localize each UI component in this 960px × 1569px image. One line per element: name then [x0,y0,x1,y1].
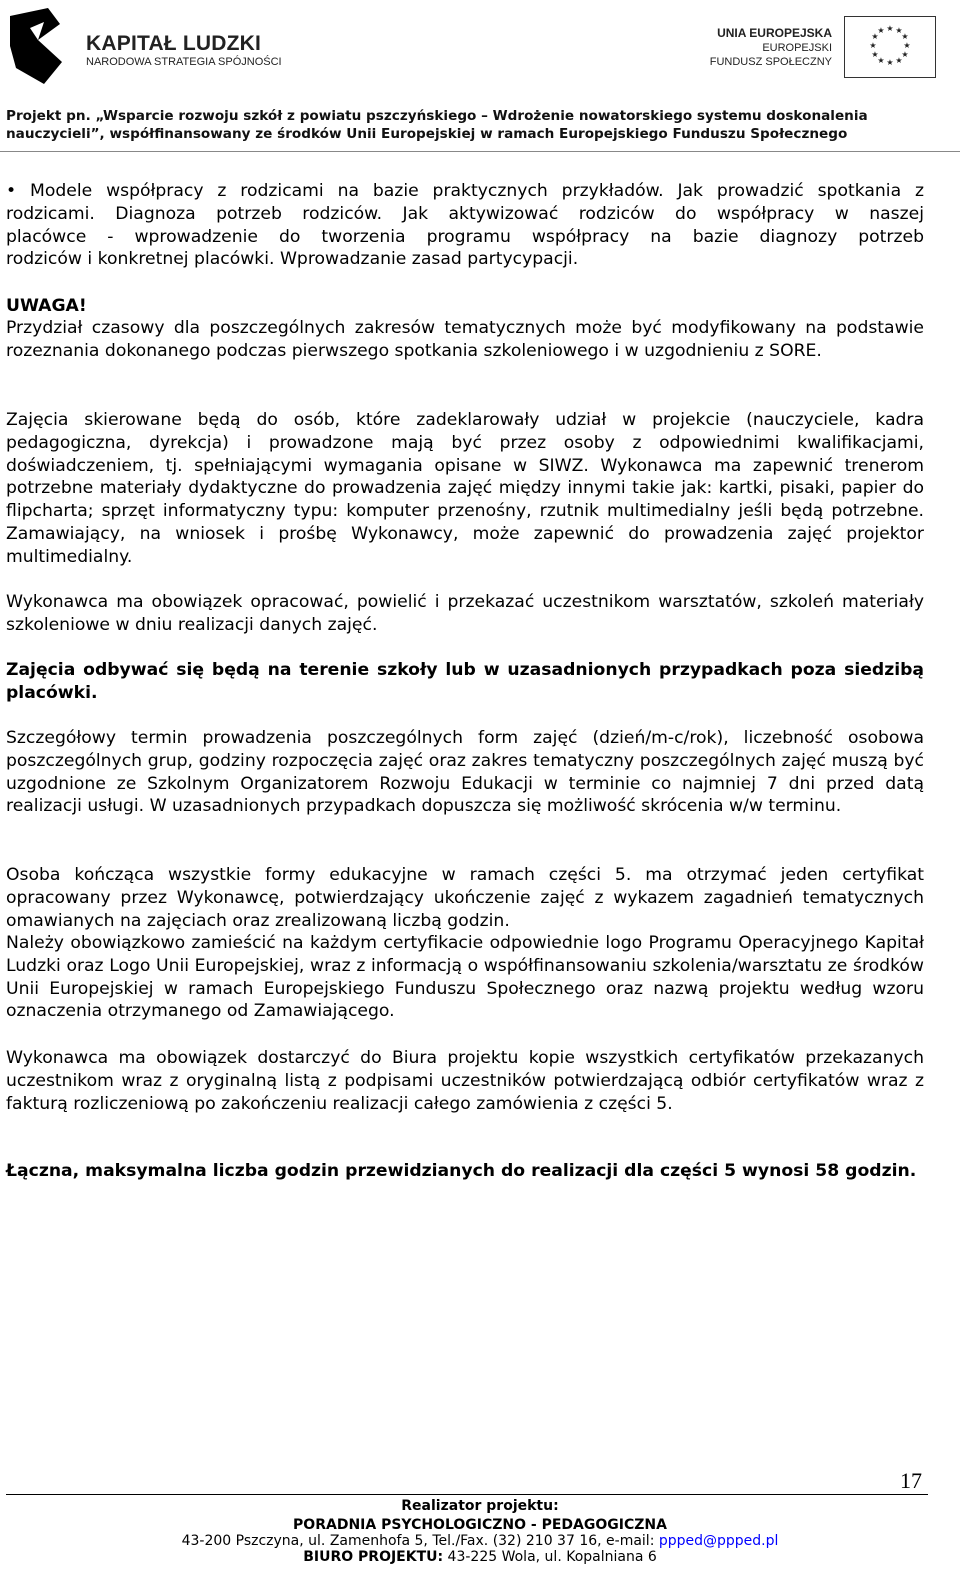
footer-biuro-label: BIURO PROJEKTU: [303,1549,444,1565]
bullet-text-line3: placówce - wprowadzenie do tworzenia programu współpracy na bazie diagnozy potrzeb [6,226,924,247]
paragraph-total-hours: Łączna, maksymalna liczba godzin przewidzianych do realizacji dla części 5 wynosi 58 godzin. [6,1161,917,1181]
svg-text:★: ★ [871,32,879,41]
page-number: 17 [900,1468,922,1493]
footer-address-text: 43-200 Pszczyna, ul. Zamenhofa 5, Tel./Fax. (32) 210 37 16, e-mail: [181,1533,659,1549]
project-title-line1: Projekt pn. „Wsparcie rozwoju szkół z powiatu pszczyńskiego – Wdrożenie nowatorskiego systemu doskonalenia [6,108,868,124]
paragraph-participants: Zajęcia skierowane będą do osób, które zadeklarowały udział w projekcie (nauczyciele, kadra pedagogiczna, dyrekcja) i prowadzone mają być przez osoby z odpowiednimi kwalifikacjami, doświadczeniem, tj. spełniającymi wymagania opisane w SIWZ. Wykonawca ma zapewnić trenerom potrzebne materiały dydaktyczne do prowadzenia zajęć między innymi takie jak: kartki, pisaki, papier do flipcharta; sprzęt informatyczny typu: komputer przenośny, rzutnik multimedialny jeśli będą potrzebne. Zamawiający, na wniosek i prośbę Wykonawcy, może zapewnić do prowadzenia zajęć projektor multimedialny. [6,410,924,567]
svg-text:★: ★ [877,26,885,35]
svg-text:★: ★ [871,50,879,59]
header-divider [0,151,960,152]
paragraph-materials: Wykonawca ma obowiązek opracować, powielić i przekazać uczestnikom warsztatów, szkoleń materiały szkoleniowe w dniu realizacji danych zajęć. [6,592,924,635]
footer-realizator-name: PORADNIA PSYCHOLOGICZNO - PEDAGOGICZNA [293,1517,667,1533]
uwaga-heading: UWAGA! [6,296,87,316]
svg-text:★: ★ [886,58,894,67]
ue-fund-line1: EUROPEJSKI [762,42,832,54]
paragraph-logo-requirements: Należy obowiązkowo zamieścić na każdym certyfikacie odpowiednie logo Programu Operacyjnego Kapitał Ludzki oraz Logo Unii Europejskiej, wraz z informacją o współfinansowaniu szkolenia/warsztatu ze środków Unii Europejskiej w ramach Europejskiego Funduszu Społecznego oraz nazwą projektu według wzoru oznaczenia otrzymanego od Zamawiającego. [6,933,924,1022]
footer-biuro [0,1548,960,1567]
paragraph-schedule: Szczegółowy termin prowadzenia poszczególnych form zajęć (dzień/m-c/rok), liczebność osobowa poszczególnych grup, godziny rozpoczęcia zajęć oraz zakres tematyczny poszczególnych zajęć muszą być uzgodnione ze Szkolnym Organizatorem Rozwoju Edukacji w terminie co najmniej 7 dni przed datą realizacji usługi. W uzasadnionych przypadkach dopuszcza się możliwość skrócenia w/w terminu. [6,728,924,817]
kapital-ludzki-emblem-icon [8,6,78,86]
project-title-line2: nauczycieli”, współfinansowany ze środków Unii Europejskiej w ramach Europejskiego Funduszu Społecznego [6,126,848,142]
svg-text:★: ★ [895,56,903,65]
bullet-text-line2: rodzicami. Diagnoza potrzeb rodziców. Jak aktywizować rodziców do współpracy w naszej [6,203,924,224]
paragraph-certificate: Osoba kończąca wszystkie formy edukacyjne w ramach części 5. ma otrzymać jeden certyfikat opracowany przez Wykonawcę, potwierdzający ukończenie zajęć z wykazem zagadnień tematycznych omawianych na zajęciach oraz zrealizowaną liczbą godzin. [6,865,924,931]
ue-title: UNIA EUROPEJSKA [717,26,832,40]
kapital-ludzki-title: KAPITAŁ LUDZKI [86,32,262,55]
footer-biuro-address: 43-225 Wola, ul. Kopalniana 6 [443,1549,657,1565]
ue-fund-line2: FUNDUSZ SPOŁECZNY [709,56,832,68]
svg-text:★: ★ [869,41,877,50]
bullet-icon: • [6,181,17,201]
bullet-text-line4: rodziców i konkretnej placówki. Wprowadzanie zasad partycypacji. [6,249,579,270]
footer-realizator-label: Realizator projektu: [401,1498,559,1514]
svg-text:★: ★ [877,56,885,65]
svg-text:★: ★ [903,41,911,50]
svg-text:★: ★ [901,32,909,41]
eu-stars-icon [845,17,935,77]
svg-text:★: ★ [886,24,894,33]
paragraph-delivery: Wykonawca ma obowiązek dostarczyć do Biura projektu kopie wszystkich certyfikatów przekazanych uczestnikom wraz z oryginalną listą z podpisami uczestników potwierdzającą odbiór certyfikatów wraz z fakturą rozliczeniową po zakończeniu realizacji całego zamówienia z części 5. [6,1048,924,1114]
footer-email-link[interactable]: ppped@ppped.pl [658,1533,779,1549]
svg-text:★: ★ [901,50,909,59]
uwaga-paragraph: Przydział czasowy dla poszczególnych zakresów tematycznych może być modyfikowany na podstawie rozeznania dokonanego podczas pierwszego spotkania szkoleniowego i w uzgodnieniu z SORE. [6,318,924,361]
footer-divider [6,1494,928,1495]
kapital-ludzki-subtitle: NARODOWA STRATEGIA SPÓJNOŚCI [86,56,282,68]
paragraph-location: Zajęcia odbywać się będą na terenie szkoły lub w uzasadnionych przypadkach poza siedzibą placówki. [6,660,924,703]
eu-flag-logo [844,16,936,78]
svg-text:★: ★ [895,26,903,35]
bullet-text-line1: Modele współpracy z rodzicami na bazie praktycznych przykładów. Jak prowadzić spotkania z [30,181,924,201]
bullet-item [6,180,924,271]
